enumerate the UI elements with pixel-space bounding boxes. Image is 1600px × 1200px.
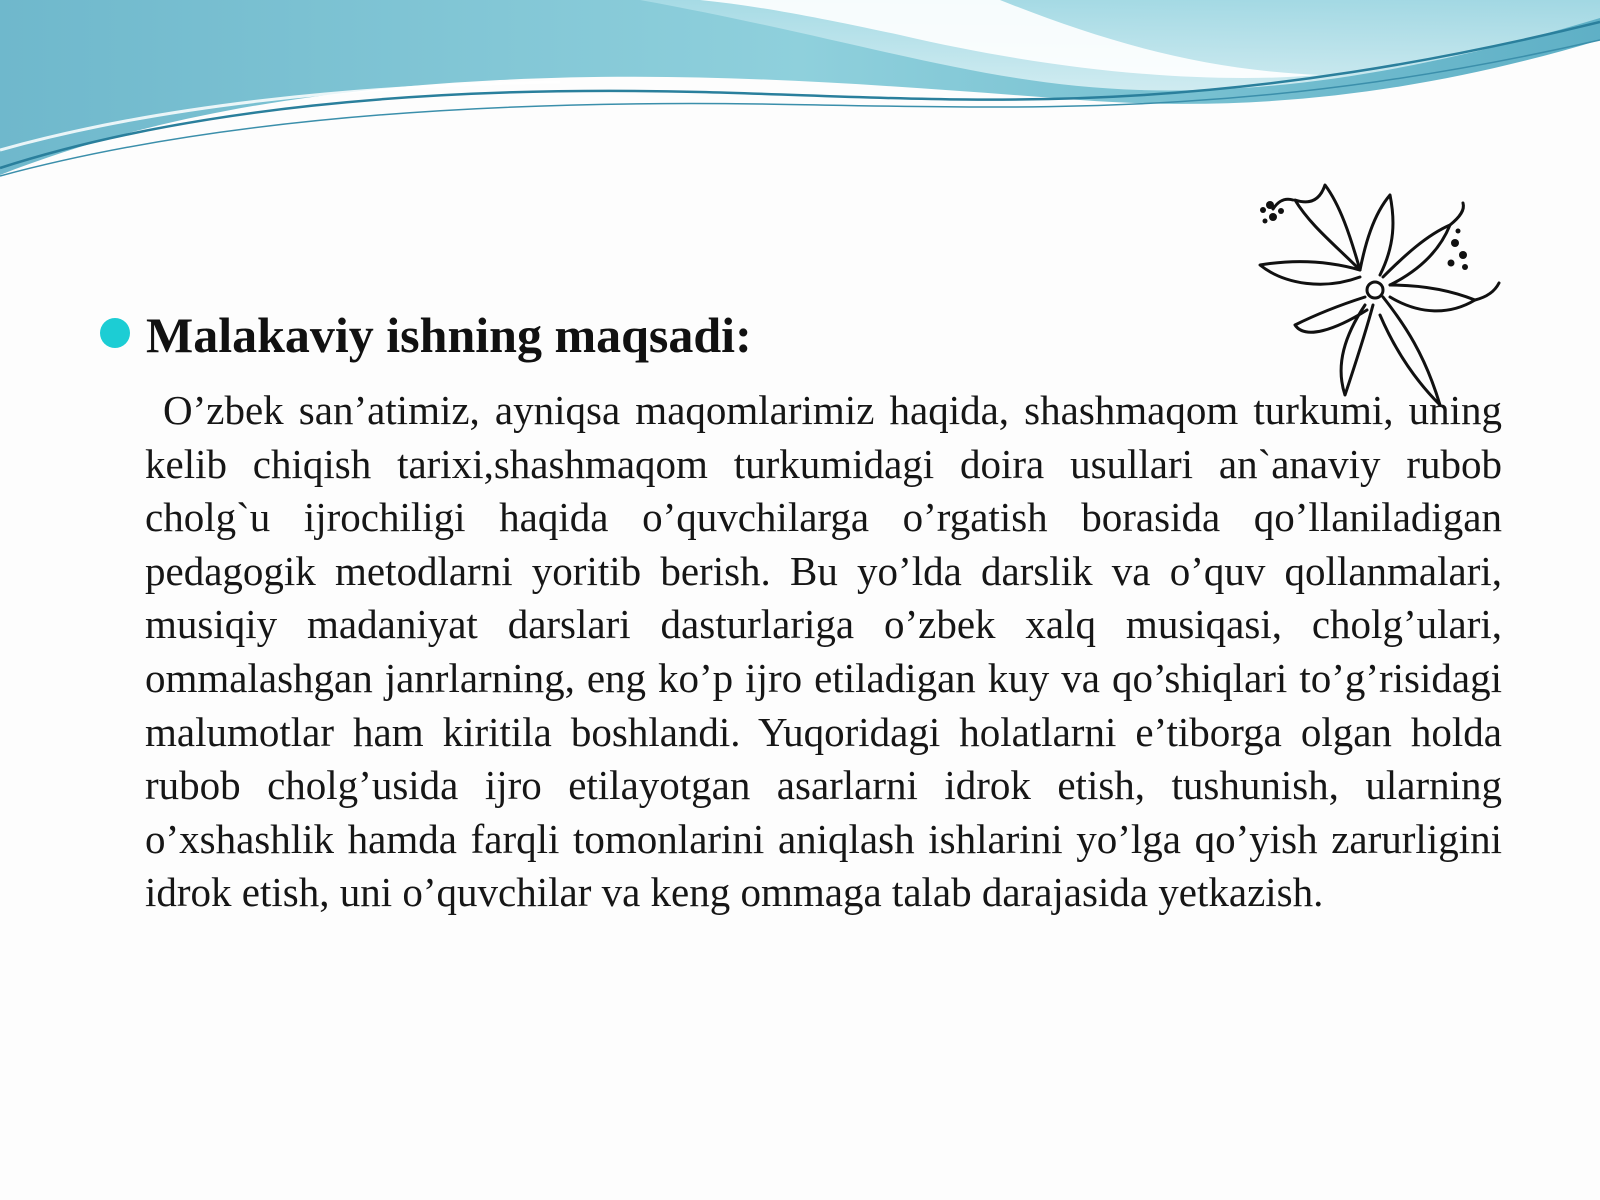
slide-heading: Malakaviy ishning maqsadi: — [146, 307, 752, 363]
bullet-heading-row — [100, 300, 1505, 370]
slide-paragraph: O’zbek san’atimiz, ayniqsa maqomlarimiz haqida, shashmaqom turkumi, uning kelib chiqish tarixi,shashmaqom turkumidagi doira usullari an`anaviy rubob cholg`u ijrochiligi haqida o’quvchilarga o’rgatish borasida qo’llaniladigan pedagogik metodlarni yoritib berish. Bu yo’lda darslik va o’quv qollanmalari, musiqiy madaniyat darslari dasturlariga o’zbek xalq musiqasi, cholg’ulari, ommalashgan janrlarning, eng ko’p ijro etiladigan kuy va qo’shiqlari to’g’risidagi malumotlar ham kiritila boshlandi. Yuqoridagi holatlarni e’tiborga olgan holda rubob cholg’usida ijro etilayotgan asarlarni idrok etish, tushunish, ularning o’xshashlik hamda farqli tomonlarini aniqlash ishlarini yo’lga qo’yish zarurligini idrok etish, uni o’quvchilar va keng ommaga talab darajasida yetkazish. — [145, 387, 1502, 916]
slide-content — [100, 300, 1505, 920]
bullet-dot-icon — [100, 318, 130, 348]
